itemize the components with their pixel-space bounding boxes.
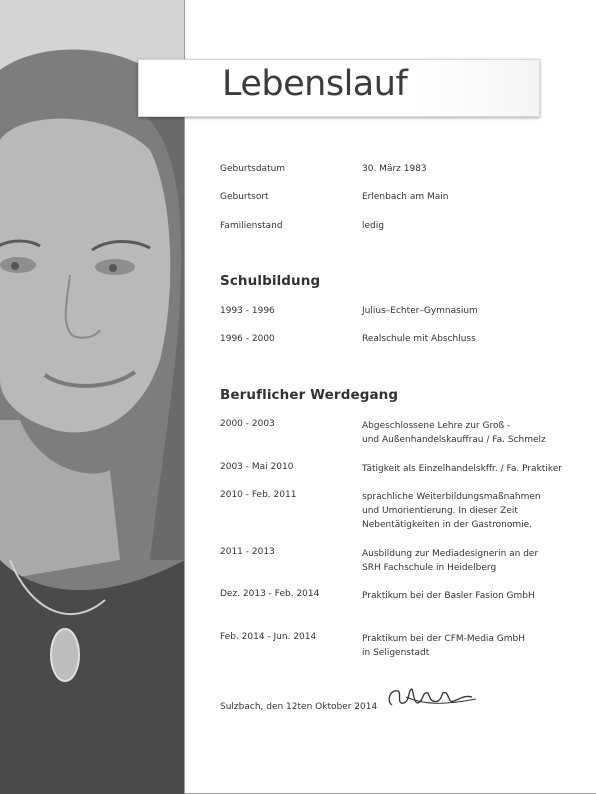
personal-value: ledig [362, 221, 384, 231]
career-description [362, 547, 538, 575]
career-description [362, 462, 562, 476]
career-description [362, 419, 546, 447]
career-line: in Seligenstadt [362, 648, 430, 658]
career-line: Praktikum bei der Basler Fasion GmbH [362, 591, 535, 601]
portrait-photo [0, 0, 185, 794]
career-description [362, 632, 525, 660]
career-period: 2000 - 2003 [220, 419, 275, 429]
section-heading-werdegang: Beruflicher Werdegang [220, 387, 399, 403]
career-period: 2010 - Feb. 2011 [220, 490, 297, 500]
career-line: Tätigkeit als Einzelhandelskffr. / Fa. Praktiker [362, 464, 562, 474]
career-line: SRH Fachschule in Heidelberg [362, 563, 497, 573]
personal-value: Erlenbach am Main [362, 192, 449, 202]
career-period: Feb. 2014 - Jun. 2014 [220, 632, 317, 642]
place-date: Sulzbach, den 12ten Oktober 2014 [220, 702, 378, 712]
school-period: 1996 - 2000 [220, 334, 275, 344]
personal-label: Geburtsdatum [220, 164, 286, 174]
career-line: sprachliche Weiterbildungsmaßnahmen [362, 492, 541, 502]
personal-value: 30. März 1983 [362, 164, 427, 174]
school-period: 1993 - 1996 [220, 306, 275, 316]
career-description [362, 589, 535, 603]
career-line: Ausbildung zur Mediadesignerin an der [362, 549, 539, 559]
career-line: Praktikum bei der CFM-Media GmbH [362, 634, 526, 644]
signature-icon [384, 683, 484, 713]
page-title: Lebenslauf [222, 64, 408, 104]
career-period: Dez. 2013 - Feb. 2014 [220, 589, 320, 599]
school-text: Julius–Echter–Gymnasium [362, 306, 478, 316]
career-period: 2011 - 2013 [220, 547, 275, 557]
career-line: und Außenhandelskauffrau / Fa. Schmelz [362, 435, 546, 445]
career-period: 2003 - Mai 2010 [220, 462, 294, 472]
career-description [362, 490, 541, 532]
career-line: Abgeschlossene Lehre zur Groß - [362, 421, 511, 431]
career-line: Nebentätigkeiten in der Gastronomie. [362, 520, 533, 530]
portrait-illustration [0, 0, 185, 794]
personal-label: Familienstand [220, 221, 283, 231]
personal-label: Geburtsort [220, 192, 269, 202]
section-heading-schulbildung: Schulbildung [220, 273, 321, 289]
school-text: Realschule mit Abschluss [362, 334, 476, 344]
career-line: und Umorientierung. In dieser Zeit [362, 506, 518, 516]
